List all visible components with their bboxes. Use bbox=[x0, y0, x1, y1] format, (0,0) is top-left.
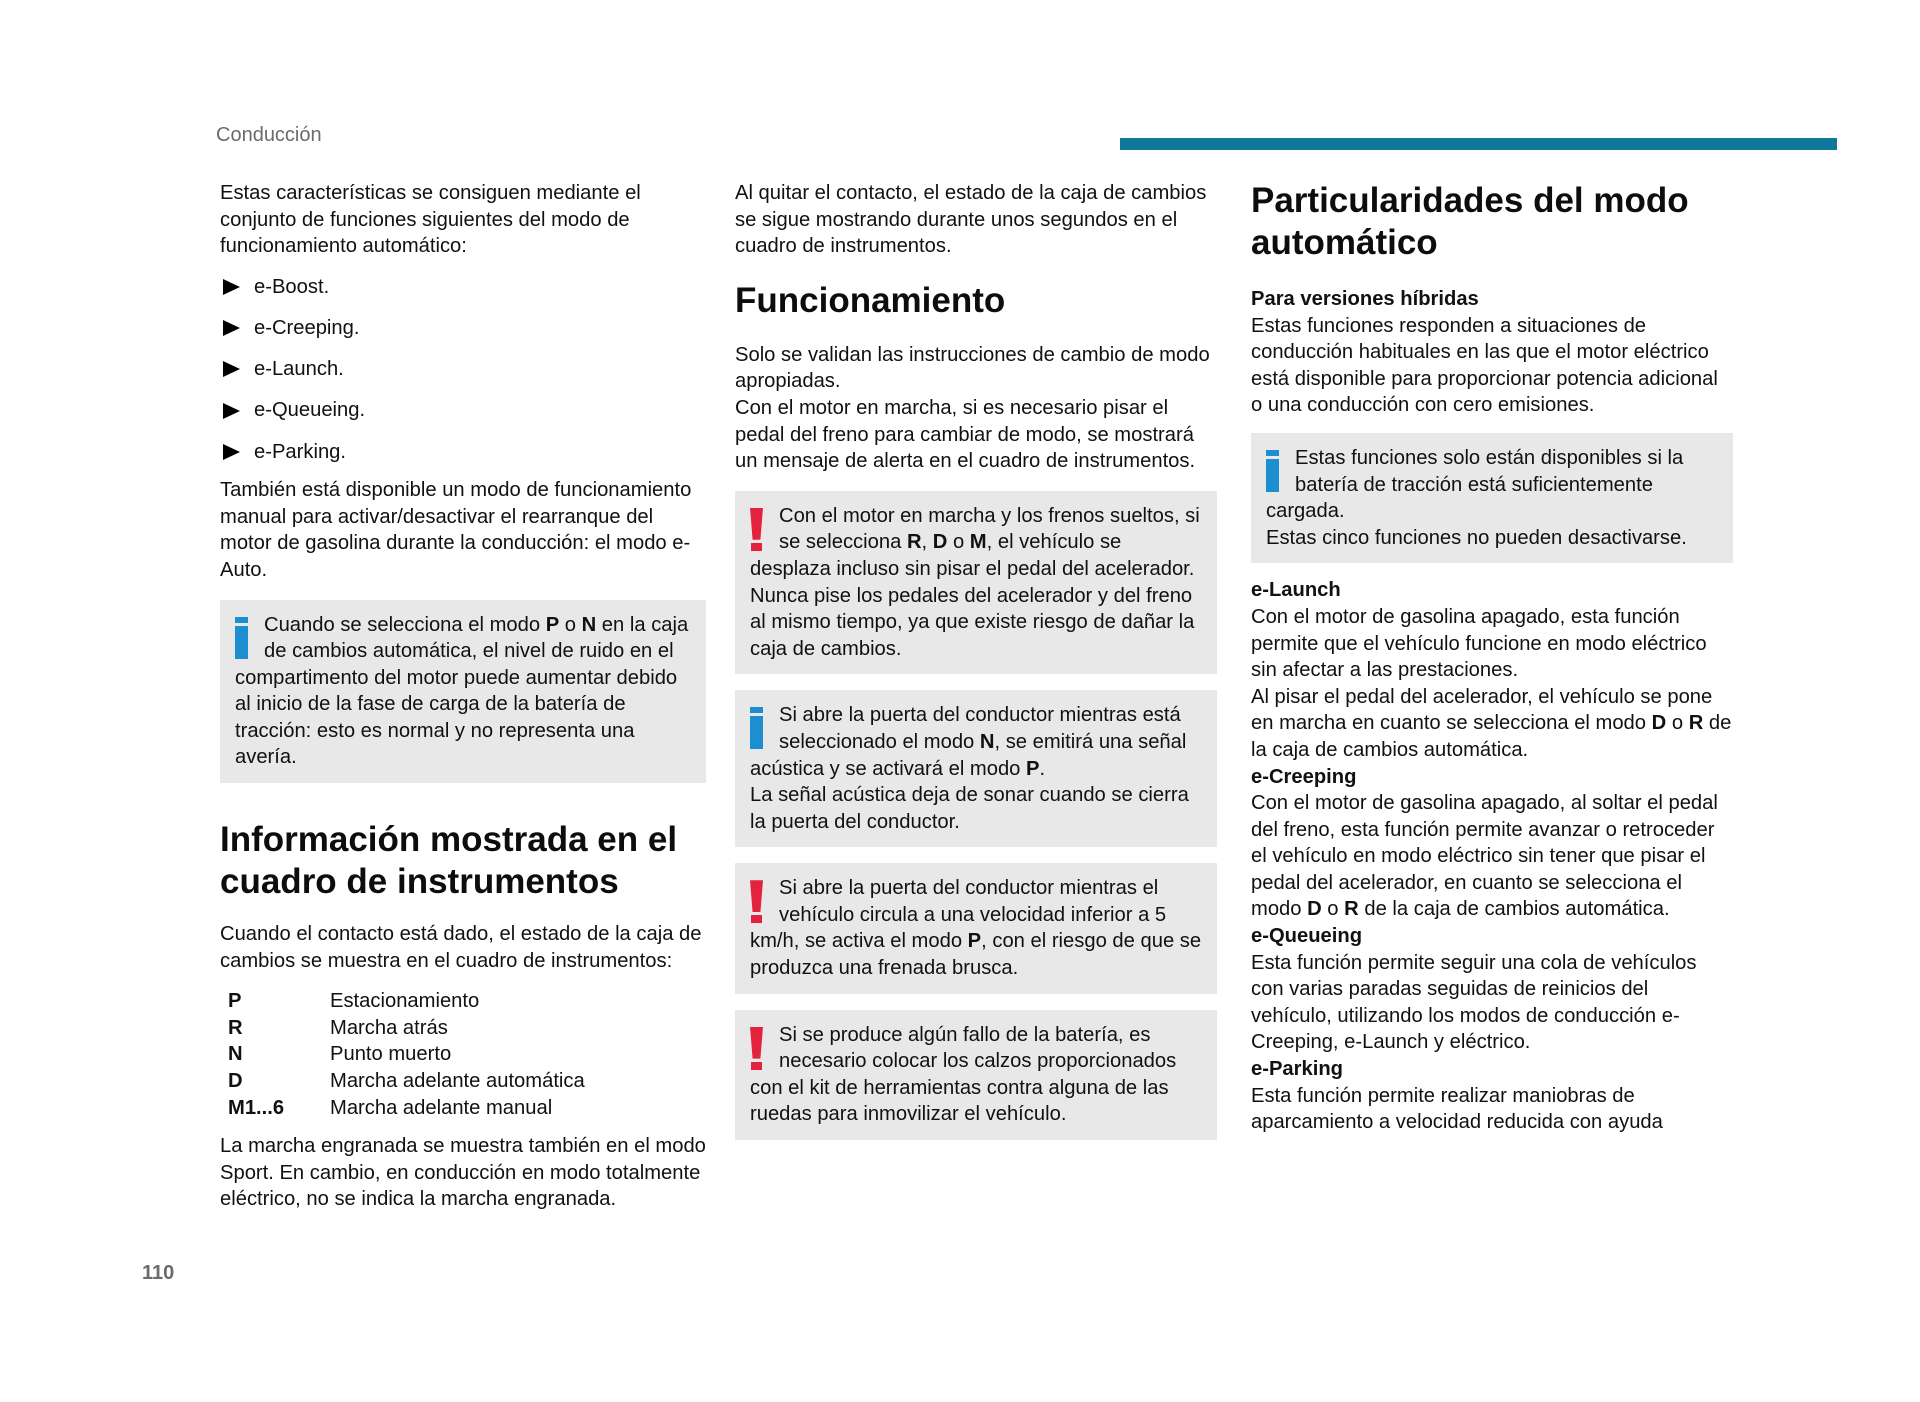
mode-code: P bbox=[545, 613, 560, 636]
mode-code: R bbox=[1344, 898, 1359, 921]
note-text: o bbox=[947, 531, 970, 554]
note-text: Cuando se selecciona el modo bbox=[264, 613, 546, 636]
feature-list bbox=[220, 274, 706, 465]
triangle-bullet-icon bbox=[223, 444, 240, 460]
page-number: 110 bbox=[142, 1262, 175, 1284]
list-item bbox=[220, 439, 706, 466]
text: de la caja de cambios automática. bbox=[1251, 712, 1732, 761]
mode-code: D bbox=[1307, 898, 1322, 921]
note-text: , bbox=[921, 531, 933, 554]
e-parking-title: e-Parking bbox=[1251, 1058, 1343, 1081]
info-note-p-n bbox=[220, 600, 706, 784]
gear-label: Punto muerto bbox=[330, 1043, 452, 1066]
hybrid-title: Para versiones híbridas bbox=[1251, 288, 1479, 310]
note-text: Estas cinco funciones no pueden desactivarse. bbox=[1266, 526, 1687, 549]
mode-code: P bbox=[1026, 757, 1040, 780]
triangle-bullet-icon bbox=[223, 403, 240, 419]
triangle-bullet-icon bbox=[223, 320, 240, 336]
list-item bbox=[220, 315, 706, 342]
mode-code: N bbox=[581, 613, 597, 636]
table-row bbox=[228, 1015, 585, 1042]
mode-code: D bbox=[932, 531, 948, 554]
feature-label: e-Queueing. bbox=[254, 399, 366, 422]
table-row bbox=[228, 1041, 585, 1068]
heading-automatic-mode: Particularidades del modo automático bbox=[1251, 181, 1689, 262]
feature-label: e-Parking. bbox=[254, 440, 347, 463]
section-label: Conducción bbox=[216, 124, 322, 146]
mode-code: R bbox=[1688, 712, 1704, 735]
right-column bbox=[1251, 180, 1733, 1136]
e-queueing-title: e-Queueing bbox=[1251, 925, 1363, 948]
e-creeping-title: e-Creeping bbox=[1251, 765, 1357, 788]
mode-code: N bbox=[979, 730, 995, 753]
warning-note-brakes bbox=[735, 491, 1217, 675]
warning-icon bbox=[750, 1027, 763, 1071]
e-queueing-text: Esta función permite seguir una cola de vehículos con varias paradas seguidas de reinicios del vehículo, utilizando los modos de conducción e-Creeping, e-Launch y eléctrico. bbox=[1251, 951, 1697, 1054]
gear-table bbox=[228, 988, 585, 1121]
note-text: Si abre la puerta del conductor mientras está seleccionado el modo bbox=[779, 704, 1181, 753]
note-text: Nunca pise los pedales del acelerador y del freno al mismo tiempo, ya que existe riesgo de dañar la caja de cambios. bbox=[750, 584, 1195, 660]
manual-mode-paragraph: También está disponible un modo de funcionamiento manual para activar/desactivar el rearranque del motor de gasolina durante la conducción: el modo e-Auto. bbox=[220, 479, 692, 581]
e-launch-text: Con el motor de gasolina apagado, esta función permite que el vehículo funcione en modo eléctrico sin afectar a las prestaciones. bbox=[1251, 605, 1707, 682]
heading-display-info: Información mostrada en el cuadro de instrumentos bbox=[220, 820, 678, 902]
table-row bbox=[228, 988, 585, 1015]
gear-label: Estacionamiento bbox=[330, 990, 480, 1013]
e-launch-title: e-Launch bbox=[1251, 579, 1341, 602]
mode-code: M bbox=[969, 531, 987, 554]
gear-code: N bbox=[228, 1043, 243, 1066]
note-text: en la caja de cambios automática, el nivel de ruido en el compartimento del motor puede aumentar debido al inicio de la fase de carga de la batería de tracción: esto es normal y no representa una avería. bbox=[235, 613, 689, 769]
note-text: o bbox=[559, 613, 582, 636]
info-icon bbox=[235, 617, 248, 661]
gear-code: D bbox=[228, 1070, 243, 1093]
e-parking-text: Esta función permite realizar maniobras de aparcamiento a velocidad reducida con ayuda bbox=[1251, 1084, 1663, 1134]
feature-label: e-Creeping. bbox=[254, 316, 360, 339]
contact-off-paragraph: Al quitar el contacto, el estado de la caja de cambios se sigue mostrando durante unos segundos en el cuadro de instrumentos. bbox=[735, 182, 1207, 258]
brake-paragraph: Con el motor en marcha, si es necesario pisar el pedal del freno para cambiar de modo, se mostrará un mensaje de alerta en el cuadro de instrumentos. bbox=[735, 396, 1196, 473]
intro-paragraph: Estas características se consiguen mediante el conjunto de funciones siguientes del modo de funcionamiento automático: bbox=[220, 182, 641, 258]
text: Con el motor de gasolina apagado, al soltar el pedal del freno, esta función permite avanzar o retroceder el vehículo en modo eléctrico sin tener que pisar el pedal del acelerador, en cuanto se selecciona el modo bbox=[1251, 792, 1718, 921]
hybrid-paragraph: Estas funciones responden a situaciones de conducción habituales en las que el motor eléctrico está disponible para proporcionar potencia adicional o una conducción con cero emisiones. bbox=[1251, 314, 1718, 417]
note-text: Si abre la puerta del conductor mientras el vehículo circula a una velocidad inferior a 5 km/h, se activa el modo bbox=[750, 877, 1167, 953]
validation-paragraph: Solo se validan las instrucciones de cambio de modo apropiadas. bbox=[735, 343, 1210, 393]
gear-label: Marcha atrás bbox=[330, 1016, 448, 1039]
display-intro-paragraph: Cuando el contacto está dado, el estado de la caja de cambios se muestra en el cuadro de instrumentos: bbox=[220, 923, 702, 972]
mode-code: P bbox=[967, 930, 982, 953]
note-text: , con el riesgo de que se produzca una frenada brusca. bbox=[750, 930, 1202, 980]
gear-code: M1...6 bbox=[228, 1096, 285, 1119]
section-accent-bar bbox=[1120, 138, 1837, 150]
text: o bbox=[1666, 712, 1689, 735]
note-text: Si se produce algún fallo de la batería, es necesario colocar los calzos proporcionados con el kit de herramientas contra alguna de las ruedas para inmovilizar el vehículo. bbox=[750, 1023, 1177, 1126]
info-icon bbox=[1266, 450, 1279, 494]
warning-note-battery bbox=[735, 1010, 1217, 1140]
table-row bbox=[228, 1068, 585, 1095]
warning-icon bbox=[750, 508, 763, 552]
note-text: , se emitirá una señal acústica y se activará el modo bbox=[750, 730, 1187, 780]
text: de la caja de cambios automática. bbox=[1358, 898, 1670, 921]
note-text: Estas funciones solo están disponibles si la batería de tracción está suficientemente cargada. bbox=[1266, 446, 1684, 523]
mode-code: D bbox=[1651, 712, 1667, 735]
feature-label: e-Launch. bbox=[254, 358, 344, 381]
list-item bbox=[220, 397, 706, 424]
mode-code: R bbox=[906, 531, 922, 554]
info-note-door-n bbox=[735, 690, 1217, 847]
warning-note-door-speed bbox=[735, 863, 1217, 993]
list-item bbox=[220, 274, 706, 301]
note-text: . bbox=[1039, 757, 1046, 780]
note-text: La señal acústica deja de sonar cuando se cierra la puerta del conductor. bbox=[750, 784, 1189, 833]
middle-column bbox=[735, 180, 1217, 1154]
left-column bbox=[220, 180, 706, 1213]
warning-icon bbox=[750, 880, 763, 924]
list-item bbox=[220, 356, 706, 383]
sport-note-paragraph: La marcha engranada se muestra también en el modo Sport. En cambio, en conducción en modo totalmente eléctrico, no se indica la marcha engranada. bbox=[220, 1135, 706, 1211]
text: Al pisar el pedal del acelerador, el vehículo se pone en marcha en cuanto se selecciona el modo bbox=[1251, 685, 1713, 735]
gear-code: R bbox=[228, 1016, 243, 1039]
info-note-battery-charge bbox=[1251, 433, 1733, 563]
note-text: Con el motor en marcha y los frenos sueltos, si se selecciona bbox=[779, 504, 1200, 554]
gear-label: Marcha adelante manual bbox=[330, 1096, 553, 1119]
gear-label: Marcha adelante automática bbox=[330, 1070, 585, 1093]
triangle-bullet-icon bbox=[223, 361, 240, 377]
triangle-bullet-icon bbox=[223, 279, 240, 295]
gear-code: P bbox=[228, 990, 242, 1013]
info-icon bbox=[750, 707, 763, 751]
e-launch-text-2 bbox=[1251, 684, 1733, 764]
table-row bbox=[228, 1095, 585, 1122]
heading-funcionamiento: Funcionamiento bbox=[735, 280, 1006, 320]
e-creeping-text bbox=[1251, 790, 1733, 923]
text: o bbox=[1321, 898, 1345, 921]
note-text: , el vehículo se desplaza incluso sin pisar el pedal del acelerador. bbox=[750, 531, 1195, 580]
feature-label: e-Boost. bbox=[254, 275, 330, 298]
